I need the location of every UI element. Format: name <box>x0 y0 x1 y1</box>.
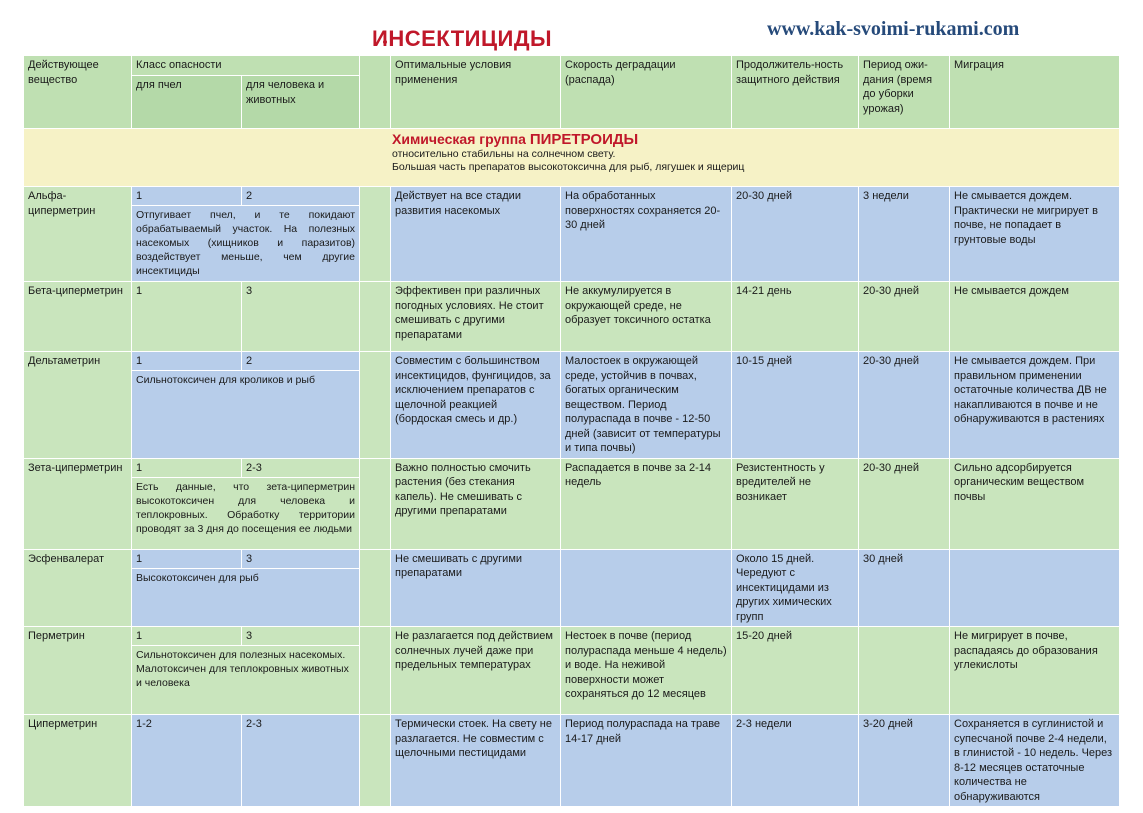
col-bees: для пчел <box>132 76 242 129</box>
conditions-cell: Не смешивать с другими препаратами <box>391 549 561 627</box>
col-spacer <box>360 56 391 129</box>
spacer-cell <box>360 458 391 549</box>
conditions-cell: Действует на все стадии развития насекомых <box>391 187 561 282</box>
hazard-note: Сильнотоксичен для полезных насекомых. Малотоксичен для теплокровных животных и человека <box>132 645 359 692</box>
duration-cell: Резистентность у вредителей не возникает <box>732 458 859 549</box>
humans-class: 3 <box>246 630 253 642</box>
col-humans: для человека и животных <box>242 76 360 129</box>
humans-class: 3 <box>246 552 253 565</box>
group-prefix: Химическая группа <box>392 131 526 147</box>
conditions-cell: Совместим с большинством инсектицидов, фунгицидов, за исключением препаратов с щелочной реакцией (бордоская смесь и др.) <box>391 352 561 459</box>
duration-cell: 14-21 день <box>732 282 859 352</box>
col-waiting-period: Период ожи-дания (время до уборки урожая) <box>859 56 950 129</box>
waiting-cell <box>859 627 950 715</box>
col-duration: Продолжитель-ность защитного действия <box>732 56 859 129</box>
hazard-note: Высокотоксичен для рыб <box>132 568 359 587</box>
table-row <box>24 627 1120 715</box>
spacer-cell <box>360 187 391 282</box>
page-title: ИНСЕКТИЦИДЫ <box>372 26 553 51</box>
migration-cell: Не смывается дождем. Практически не мигрирует в почве, не попадает в грунтовые воды <box>950 187 1120 282</box>
humans-class: 2-3 <box>242 715 360 807</box>
hazard-class-cell <box>132 627 360 715</box>
substance-name: Дельтаметрин <box>24 352 132 459</box>
insecticide-table <box>23 55 1120 807</box>
waiting-cell: 20-30 дней <box>859 458 950 549</box>
substance-name: Альфа-циперметрин <box>24 187 132 282</box>
bees-class: 1 <box>132 627 242 645</box>
waiting-cell: 30 дней <box>859 549 950 627</box>
conditions-cell: Не разлагается под действием солнечных лучей даже при предельных температурах <box>391 627 561 715</box>
spacer-cell <box>360 352 391 459</box>
table-row <box>24 458 1120 549</box>
hazard-class-cell <box>132 352 360 459</box>
bees-class: 1 <box>132 187 242 205</box>
table-row <box>24 282 1120 352</box>
site-url: www.kak-svoimi-rukami.com <box>767 18 1020 40</box>
waiting-cell: 3 недели <box>859 187 950 282</box>
hazard-class-cell <box>132 458 360 549</box>
col-conditions: Оптимальные условия применения <box>391 56 561 129</box>
degradation-cell: Нестоек в почве (период полураспада меньше 4 недель) и воде. На неживой поверхности может сохраняться до 12 месяцев <box>561 627 732 715</box>
spacer-cell <box>360 715 391 807</box>
migration-cell: Не смывается дождем. При правильном применении остаточные количества ДВ не накапливаются в почве и не обнаруживаются в растениях <box>950 352 1120 459</box>
migration-cell: Не смывается дождем <box>950 282 1120 352</box>
bees-class: 1 <box>132 459 242 477</box>
bees-class: 1 <box>132 550 242 568</box>
substance-name: Перметрин <box>24 627 132 715</box>
degradation-cell: Малостоек в окружающей среде, устойчив в почвах, богатых органическим веществом. Период полураспада в почве - 12-50 дней (зависит от температуры и типа почвы) <box>561 352 732 459</box>
col-degradation: Скорость деградации (распада) <box>561 56 732 129</box>
bees-class: 1-2 <box>132 715 242 807</box>
conditions-cell: Эффективен при различных погодных условиях. Не стоит смешивать с другими препаратами <box>391 282 561 352</box>
table-row <box>24 715 1120 807</box>
duration-cell: Около 15 дней. Чередуют с инсектицидами из других химических групп <box>732 549 859 627</box>
substance-name: Бета-циперметрин <box>24 282 132 352</box>
degradation-cell: Не аккумулируется в окружающей среде, не образует токсичного остатка <box>561 282 732 352</box>
humans-class: 3 <box>242 282 360 352</box>
spacer-cell <box>360 282 391 352</box>
degradation-cell: Период полураспада на траве 14-17 дней <box>561 715 732 807</box>
spacer-cell <box>360 627 391 715</box>
substance-name: Зета-циперметрин <box>24 458 132 549</box>
group-title <box>392 132 1113 148</box>
group-name: ПИРЕТРОИДЫ <box>529 131 639 148</box>
bees-class: 1 <box>132 282 242 352</box>
col-hazard-class: Класс опасности <box>132 56 360 76</box>
conditions-cell: Важно полностью смочить растения (без стекания капель). Не смешивать с другими препаратами <box>391 458 561 549</box>
duration-cell: 20-30 дней <box>732 187 859 282</box>
degradation-cell: Распадается в почве за 2-14 недель <box>561 458 732 549</box>
hazard-note: Сильнотоксичен для кроликов и рыб <box>132 370 359 389</box>
substance-name: Циперметрин <box>24 715 132 807</box>
bees-class: 1 <box>132 352 242 370</box>
table-row <box>24 549 1120 627</box>
spacer-cell <box>360 549 391 627</box>
group-note-2: Большая часть препаратов высокотоксична для рыб, лягушек и ящериц <box>392 160 745 173</box>
hazard-note: Отпугивает пчел, и те покидают обрабатываемый участок. На полезных насекомых (хищников и паразитов) воздействует меньше, чем другие инсектициды <box>132 205 359 280</box>
hazard-class-cell <box>132 187 360 282</box>
chemical-group-banner <box>24 129 1120 187</box>
hazard-class-cell <box>132 549 360 627</box>
duration-cell: 2-3 недели <box>732 715 859 807</box>
duration-cell: 15-20 дней <box>732 627 859 715</box>
degradation-cell <box>561 549 732 627</box>
humans-class: 2 <box>246 190 253 202</box>
conditions-cell: Термически стоек. На свету не разлагается. Не совместим с щелочными пестицидами <box>391 715 561 807</box>
group-note-1: относительно стабильны на солнечном свету. <box>392 147 616 160</box>
col-substance: Действующее вещество <box>24 56 132 129</box>
substance-name: Эсфенвалерат <box>24 549 132 627</box>
waiting-cell: 20-30 дней <box>859 352 950 459</box>
table-row <box>24 352 1120 459</box>
migration-cell: Сильно адсорбируется органическим веществом почвы <box>950 458 1120 549</box>
waiting-cell: 20-30 дней <box>859 282 950 352</box>
hazard-note: Есть данные, что зета-циперметрин высокотоксичен для человека и теплокровных. Обработку территории проводят за 3 дня до посещения ее людьми <box>132 477 359 538</box>
duration-cell: 10-15 дней <box>732 352 859 459</box>
migration-cell <box>950 549 1120 627</box>
migration-cell: Сохраняется в суглинистой и супесчаной почве 2-4 недели, в глинистой - 10 недель. Через 8-12 месяцев остаточные количества не обнаруживаются <box>950 715 1120 807</box>
humans-class: 2 <box>246 355 253 367</box>
waiting-cell: 3-20 дней <box>859 715 950 807</box>
humans-class: 2-3 <box>246 461 262 474</box>
table-row <box>24 187 1120 282</box>
degradation-cell: На обработанных поверхностях сохраняется 20-30 дней <box>561 187 732 282</box>
migration-cell: Не мигрирует в почве, распадаясь до образования углекислоты <box>950 627 1120 715</box>
col-migration: Миграция <box>950 56 1120 129</box>
